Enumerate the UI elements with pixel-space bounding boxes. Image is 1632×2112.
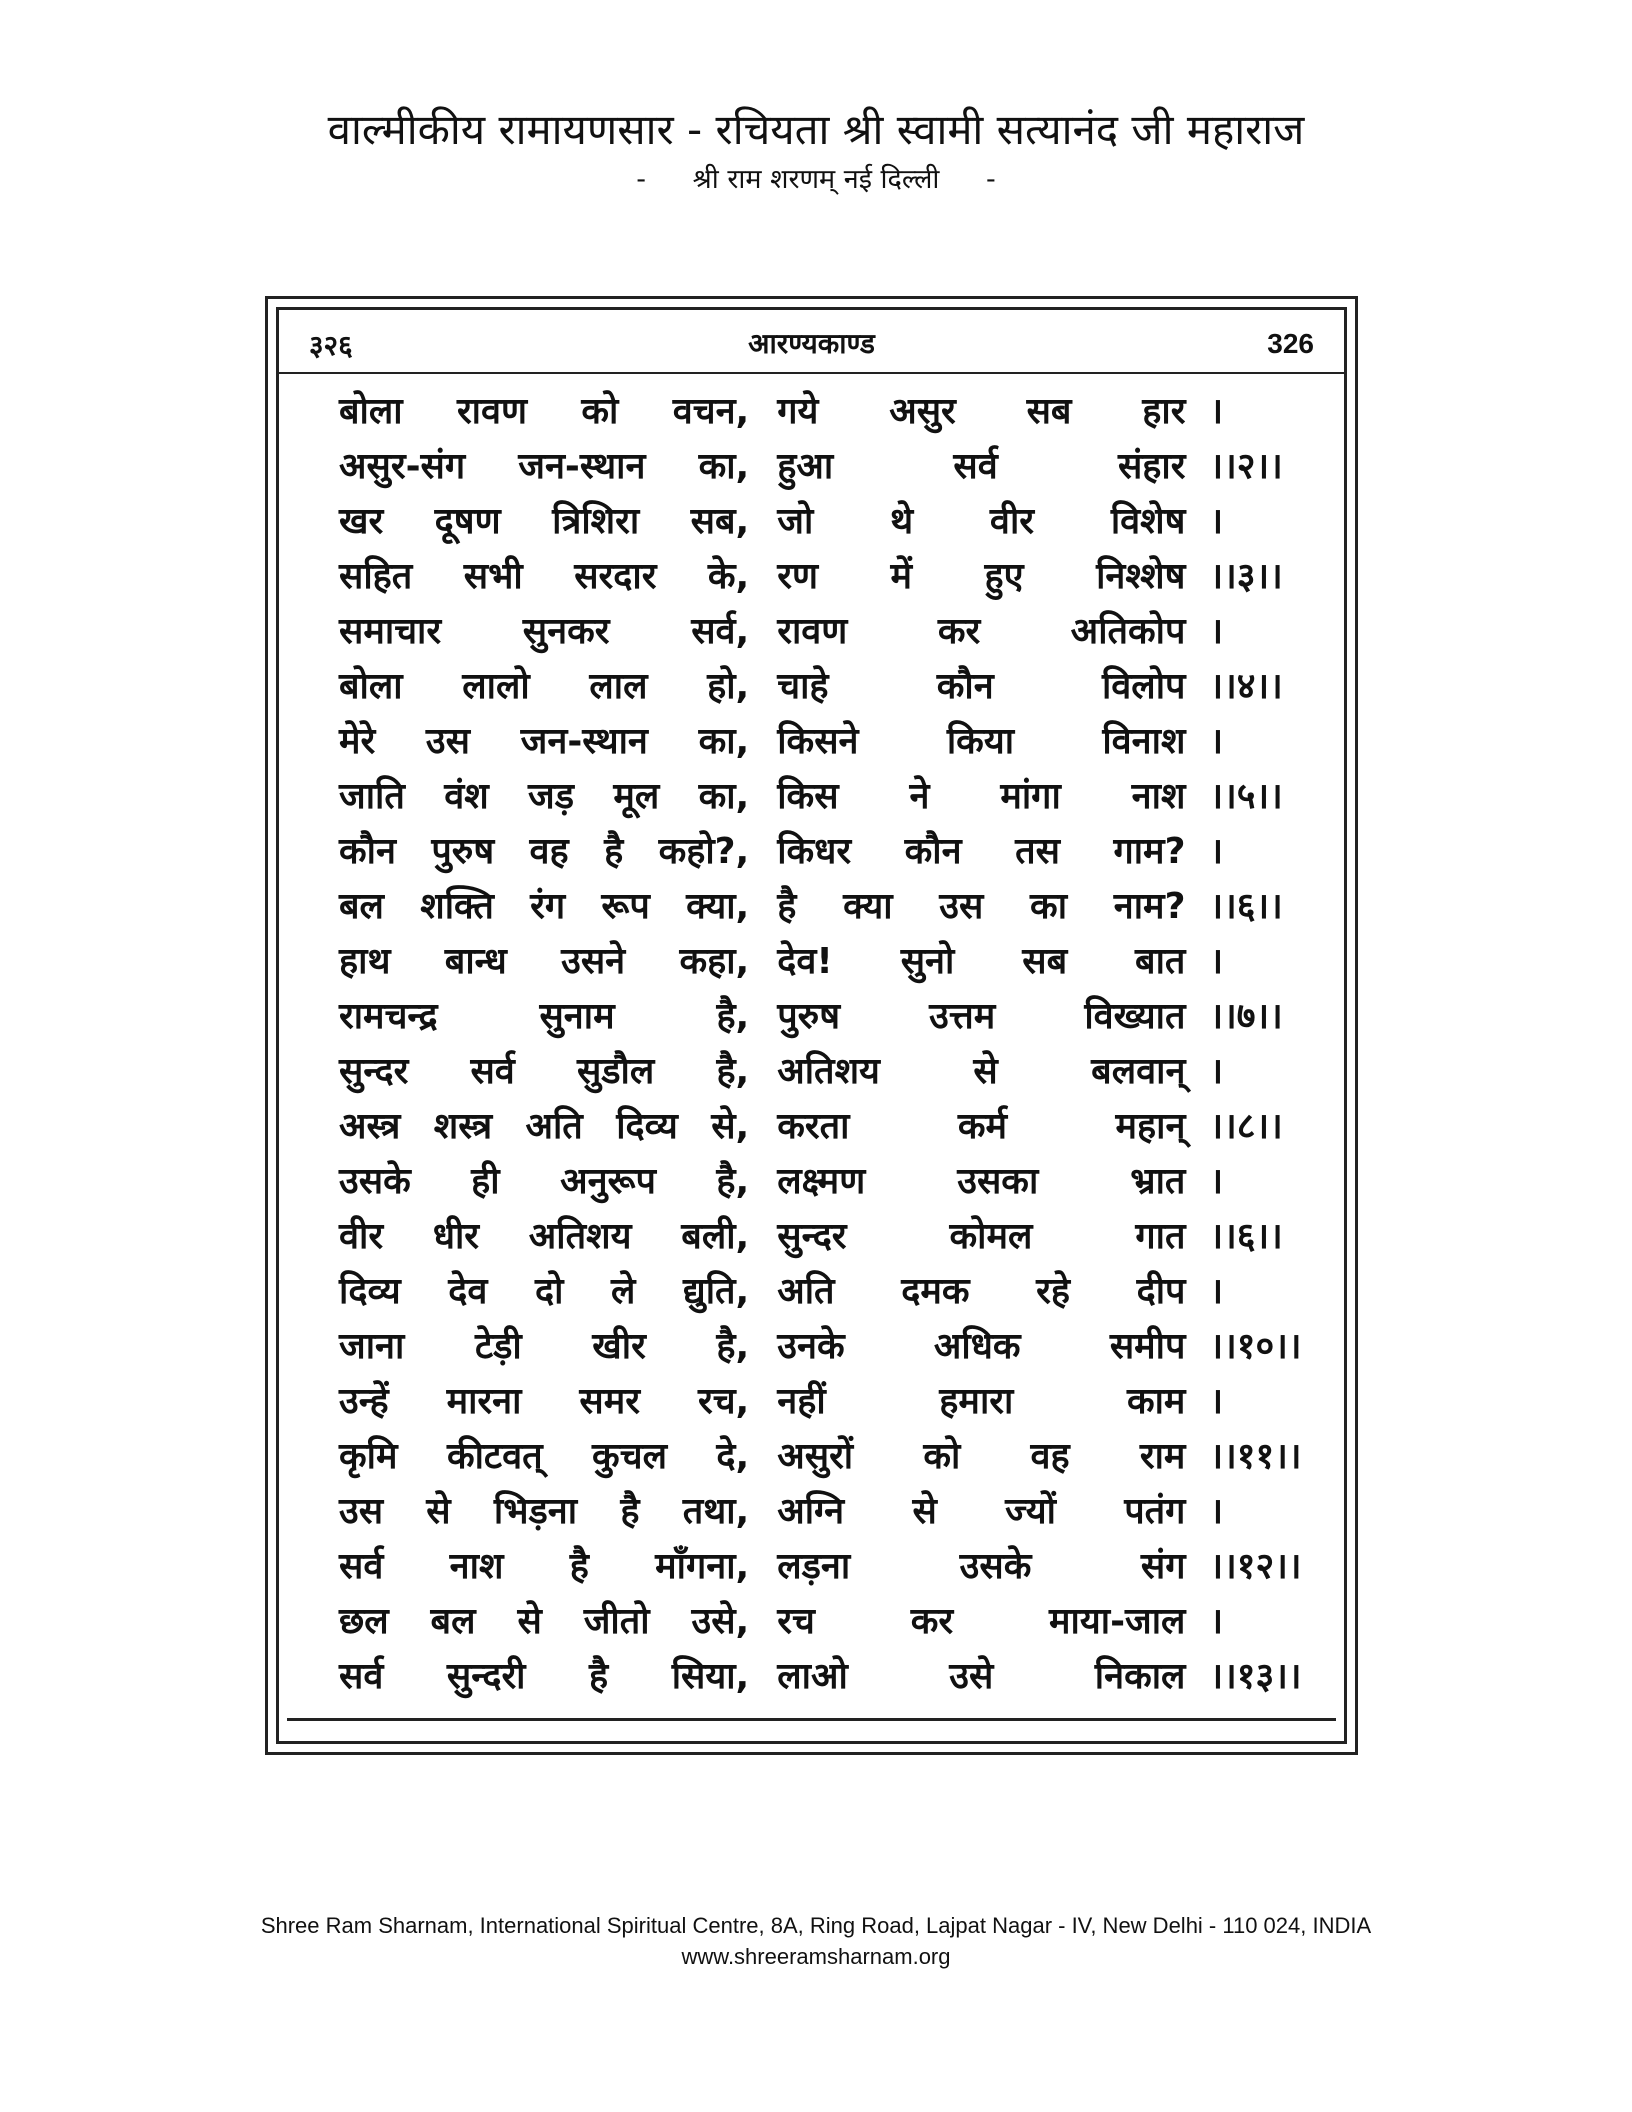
verse-first-half: उस से भिड़ना है तथा, <box>339 1491 750 1532</box>
footer-website: www.shreeramsharnam.org <box>681 1944 951 1969</box>
verse-second-half: जो थे वीर विशेष <box>777 501 1186 542</box>
verse-end-mark: । <box>1209 1271 1224 1312</box>
verse-second-half: देव! सुनो सब बात <box>777 941 1186 982</box>
verse-second-half: लक्ष्मण उसका भ्रात <box>777 1161 1186 1202</box>
verse-second-half: है क्या उस का नाम? <box>777 886 1186 927</box>
verse-first-half: उसके ही अनुरूप है, <box>339 1161 750 1202</box>
verse-line <box>339 1317 1319 1372</box>
footer-address: Shree Ram Sharnam, International Spiritual Centre, 8A, Ring Road, Lajpat Nagar - IV, New Delhi - 110 024, INDIA <box>260 1913 1372 1938</box>
verse-first-half: सर्व नाश है माँगना, <box>339 1546 750 1587</box>
verse-second-half: नहीं हमारा काम <box>777 1381 1186 1422</box>
verse-end-mark: । <box>1209 1161 1224 1202</box>
verse-line <box>339 492 1319 547</box>
verse-first-half: सहित सभी सरदार के, <box>339 556 750 597</box>
verse-second-half: गये असुर सब हार <box>777 391 1186 432</box>
verse-end-mark: ।।११।। <box>1209 1436 1302 1477</box>
verse-second-half: लाओ उसे निकाल <box>777 1656 1186 1697</box>
verse-second-half: करता कर्म महान् <box>777 1106 1186 1147</box>
verse-line <box>339 932 1319 987</box>
page-number-latin: 326 <box>1267 328 1314 359</box>
verse-end-mark: । <box>1209 501 1224 542</box>
verse-end-mark: ।।२।। <box>1209 446 1283 487</box>
verse-line <box>339 877 1319 932</box>
verse-end-mark: । <box>1209 831 1224 872</box>
verse-second-half: उनके अधिक समीप <box>777 1326 1186 1367</box>
document-header-subtitle <box>0 160 1632 200</box>
verse-line <box>339 1262 1319 1317</box>
verse-end-mark: ।।३।। <box>1209 556 1283 597</box>
verse-first-half: दिव्य देव दो ले द्युति, <box>339 1271 750 1312</box>
verse-line <box>339 1152 1319 1207</box>
verse-second-half: किसने किया विनाश <box>777 721 1186 762</box>
verse-line <box>339 1042 1319 1097</box>
verse-list <box>339 382 1319 1702</box>
verse-end-mark: । <box>1209 391 1224 432</box>
verse-line <box>339 1537 1319 1592</box>
verse-first-half: रामचन्द्र सुनाम है, <box>339 996 750 1037</box>
verse-first-half: खर दूषण त्रिशिरा सब, <box>339 501 750 542</box>
document-header-title: वाल्मीकीय रामायणसार - रचियता श्री स्वामी सत्यानंद जी महाराज <box>327 105 1305 154</box>
verse-line <box>339 1592 1319 1647</box>
page-frame-outer <box>265 296 1358 1755</box>
verse-line <box>339 1482 1319 1537</box>
verse-second-half: हुआ सर्व संहार <box>777 446 1186 487</box>
verse-first-half: छल बल से जीतो उसे, <box>339 1601 750 1642</box>
verse-end-mark: ।।७।। <box>1209 996 1283 1037</box>
verse-first-half: बोला लालो लाल हो, <box>339 666 750 707</box>
verse-end-mark: । <box>1209 1491 1224 1532</box>
verse-line <box>339 822 1319 877</box>
page-heading <box>279 320 1344 368</box>
verse-first-half: जाना टेड़ी खीर है, <box>339 1326 750 1367</box>
verse-first-half: समाचार सुनकर सर्व, <box>339 611 750 652</box>
verse-end-mark: ।।६।। <box>1209 886 1283 927</box>
verse-second-half: लड़ना उसके संग <box>777 1546 1186 1587</box>
verse-line <box>339 547 1319 602</box>
verse-first-half: कौन पुरुष वह है कहो?, <box>339 831 750 872</box>
section-title: आरण्यकाण्ड <box>748 327 875 360</box>
verse-second-half: पुरुष उत्तम विख्यात <box>777 996 1186 1037</box>
verse-second-half: अति दमक रहे दीप <box>777 1271 1186 1312</box>
verse-line <box>339 987 1319 1042</box>
verse-line <box>339 657 1319 712</box>
verse-second-half: किस ने मांगा नाश <box>777 776 1186 817</box>
verse-line <box>339 1427 1319 1482</box>
verse-first-half: मेरे उस जन-स्थान का, <box>339 721 750 762</box>
verse-end-mark: । <box>1209 941 1224 982</box>
verse-second-half: असुरों को वह राम <box>777 1436 1186 1477</box>
verse-end-mark: ।।५।। <box>1209 776 1283 817</box>
verse-line <box>339 767 1319 822</box>
verse-second-half: किधर कौन तस गाम? <box>777 831 1186 872</box>
verse-first-half: असुर-संग जन-स्थान का, <box>339 446 750 487</box>
subtitle-text: श्री राम शरणम् नई दिल्ली <box>692 164 940 195</box>
verse-line <box>339 1372 1319 1427</box>
verse-line <box>339 437 1319 492</box>
subtitle-dash-right: - <box>985 164 996 195</box>
page-frame-inner <box>276 307 1347 1744</box>
verse-first-half: बोला रावण को वचन, <box>339 391 750 432</box>
verse-second-half: अग्नि से ज्यों पतंग <box>777 1491 1186 1532</box>
verse-line <box>339 382 1319 437</box>
verse-end-mark: ।।४।। <box>1209 666 1283 707</box>
verse-line <box>339 712 1319 767</box>
verse-end-mark: ।।१२।। <box>1209 1546 1302 1587</box>
frame-bottom-rule <box>287 1718 1336 1721</box>
verse-line <box>339 1207 1319 1262</box>
heading-rule <box>279 372 1344 374</box>
verse-first-half: जाति वंश जड़ मूल का, <box>339 776 750 817</box>
verse-first-half: उन्हें मारना समर रच, <box>339 1381 750 1422</box>
subtitle-dash-left: - <box>636 164 647 195</box>
verse-end-mark: । <box>1209 721 1224 762</box>
verse-line <box>339 1097 1319 1152</box>
verse-first-half: हाथ बान्ध उसने कहा, <box>339 941 750 982</box>
verse-second-half: रावण कर अतिकोप <box>777 611 1186 652</box>
verse-end-mark: ।।६।। <box>1209 1216 1283 1257</box>
verse-line <box>339 1647 1319 1702</box>
verse-first-half: सर्व सुन्दरी है सिया, <box>339 1656 750 1697</box>
verse-first-half: वीर धीर अतिशय बली, <box>339 1216 750 1257</box>
verse-first-half: सुन्दर सर्व सुडौल है, <box>339 1051 750 1092</box>
verse-second-half: अतिशय से बलवान् <box>777 1051 1186 1092</box>
verse-end-mark: । <box>1209 1381 1224 1422</box>
verse-second-half: रण में हुए निश्शेष <box>777 556 1186 597</box>
verse-end-mark: । <box>1209 1601 1224 1642</box>
verse-first-half: बल शक्ति रंग रूप क्या, <box>339 886 750 927</box>
verse-end-mark: । <box>1209 611 1224 652</box>
verse-first-half: कृमि कीटवत् कुचल दे, <box>339 1436 750 1477</box>
verse-end-mark: । <box>1209 1051 1224 1092</box>
verse-end-mark: ।।१०।। <box>1209 1326 1302 1367</box>
verse-first-half: अस्त्र शस्त्र अति दिव्य से, <box>339 1106 750 1147</box>
verse-second-half: सुन्दर कोमल गात <box>777 1216 1186 1257</box>
verse-second-half: रच कर माया-जाल <box>777 1601 1186 1642</box>
verse-end-mark: ।।१३।। <box>1209 1656 1302 1697</box>
verse-second-half: चाहे कौन विलोप <box>777 666 1186 707</box>
verse-end-mark: ।।८।। <box>1209 1106 1283 1147</box>
verse-line <box>339 602 1319 657</box>
page-number-devanagari: ३२६ <box>309 329 353 362</box>
